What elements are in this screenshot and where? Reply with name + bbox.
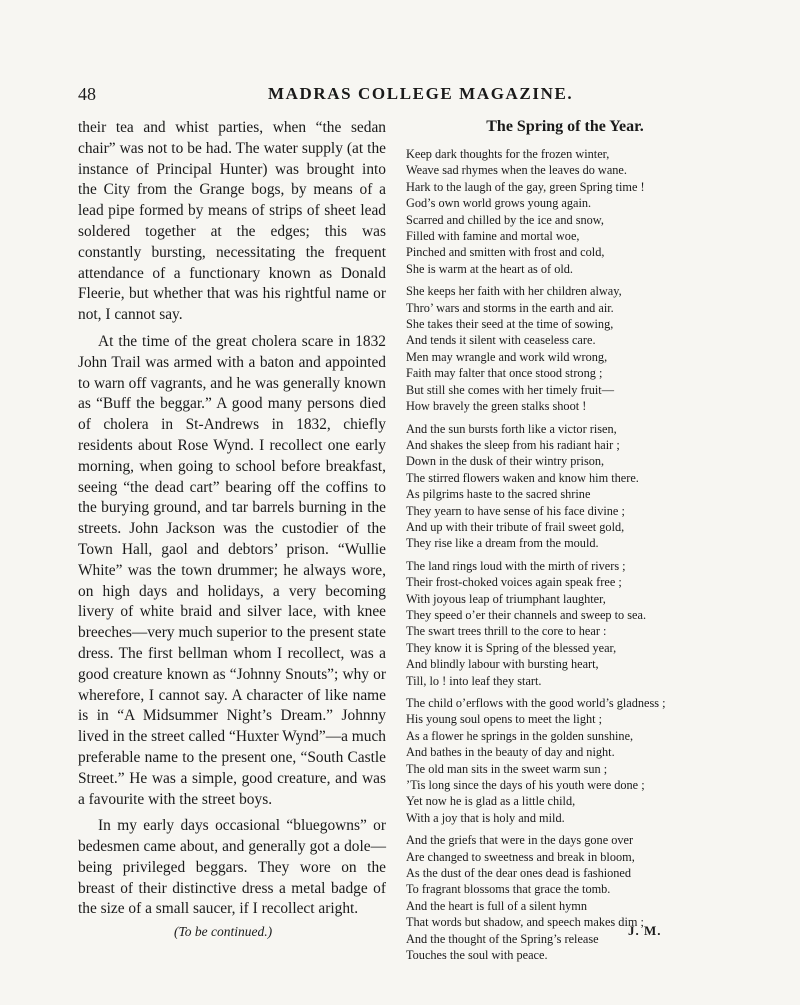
poem-line: She takes their seed at the time of sowing, <box>406 317 614 332</box>
poem-line: To fragrant blossoms that grace the tomb. <box>406 882 611 897</box>
poem-line: ’Tis long since the days of his youth were done ; <box>406 778 645 793</box>
poem-stanza <box>406 146 724 277</box>
poem-line: And blindly labour with bursting heart, <box>406 657 599 672</box>
article-column <box>78 118 386 926</box>
page-number: 48 <box>78 84 96 104</box>
article-paragraph: At the time of the great cholera scare in 1832 John Trail was armed with a baton and appointed to warn off vagrants, and he was generally known as “Buff the beggar.” A good many persons died of cholera in St-Andrews in 1832, chiefly residents about Rose Wynd. I recollect one early morning, when going to school before breakfast, seeing “the dead cart” bearing off the coffins to the burying ground, and tar barrels burning in the streets. John Jackson was the custodier of the Town Hall, gaol and debtors’ prison. “Wullie White” was the town drummer; he always wore, on high days and holidays, a very becoming livery of white braid and silver lace, with knee breeches—very much superior to the present state dress. The first bellman whom I recollect, was a good creature known as “Johnny Snouts”; why or wherefore, I cannot say. A character of like name is in “A Midsummer Night’s Dream.” Johnny lived in the street called “Huxter Wynd”—a much preferable name to the present one, “South Castle Street.” He was a simple, good creature, and was a favourite with the street boys. <box>78 332 386 808</box>
poem-stanza <box>406 832 724 963</box>
poem-stanza <box>406 283 724 414</box>
poem-line: Scarred and chilled by the ice and snow, <box>406 212 604 227</box>
poem-line: And the heart is full of a silent hymn <box>406 898 588 913</box>
poem-line: With a joy that is holy and mild. <box>406 810 565 825</box>
poem-title: The Spring of the Year. <box>486 118 644 135</box>
poem-line: And shakes the sleep from his radiant hair ; <box>406 437 620 452</box>
poem-line: And the thought of the Spring’s release <box>406 931 599 946</box>
poem-line: The land rings loud with the mirth of rivers ; <box>406 558 626 573</box>
poem-line: They yearn to have sense of his face divine ; <box>406 503 625 518</box>
poem-line: They know it is Spring of the blessed year, <box>406 640 617 655</box>
poem-line: Weave sad rhymes when the leaves do wane. <box>406 163 627 178</box>
poem-line: And the sun bursts forth like a victor risen, <box>406 421 617 436</box>
poem-line: Filled with famine and mortal woe, <box>406 229 580 244</box>
poem-stanza <box>406 421 724 552</box>
poem-line: How bravely the green stalks shoot ! <box>406 399 587 414</box>
poem-line: And up with their tribute of frail sweet gold, <box>406 519 625 534</box>
poem-line: And tends it silent with ceaseless care. <box>406 333 596 348</box>
poem-line: Pinched and smitten with frost and cold, <box>406 245 605 260</box>
poem-line: The stirred flowers waken and know him there. <box>406 470 639 485</box>
poem-line: The child o’erflows with the good world’s gladness ; <box>406 696 666 710</box>
poem-line: God’s own world grows young again. <box>406 196 592 211</box>
poem-line: Touches the soul with peace. <box>406 948 548 963</box>
poem-line: They speed o’er their channels and sweep to sea. <box>406 607 647 622</box>
poem-line: She keeps her faith with her children alway, <box>406 284 622 299</box>
poem-line: Thro’ wars and storms in the earth and air. <box>406 300 614 315</box>
poem-line: She is warm at the heart as of old. <box>406 261 573 276</box>
poem-line: And the griefs that were in the days gone over <box>406 833 634 848</box>
poem-line: As a flower he springs in the golden sunshine, <box>406 728 634 743</box>
poem-line: Keep dark thoughts for the frozen winter, <box>406 147 610 161</box>
poem-line: Their frost-choked voices again speak free ; <box>406 575 622 590</box>
running-title: MADRAS COLLEGE MAGAZINE. <box>268 84 574 103</box>
poem-stanza <box>406 558 724 689</box>
poem-author: J. M. <box>628 923 662 938</box>
poem-line: Faith may falter that once stood strong ; <box>406 366 603 381</box>
poem-line: And bathes in the beauty of day and night. <box>406 745 615 760</box>
poem-column <box>406 118 724 970</box>
article-paragraph: their tea and whist parties, when “the sedan chair” was not to be had. The water supply (at the instance of Principal Hunter) was brought into the City from the Grange bogs, by means of a lead pipe formed by means of strips of sheet lead soldered together at the edges; this was constantly bursting, necessitating the frequent attendance of a functionary known as Donald Fleerie, but whether that was his rightful name or not, I cannot say. <box>78 119 386 324</box>
poem-line: Down in the dusk of their wintry prison, <box>406 454 605 469</box>
poem-line: Hark to the laugh of the gay, green Spring time ! <box>406 179 645 194</box>
poem-line: But still she comes with her timely fruit— <box>406 382 614 397</box>
page-header <box>78 84 723 110</box>
poem-line: They rise like a dream from the mould. <box>406 536 599 551</box>
poem-line: Till, lo ! into leaf they start. <box>406 673 542 688</box>
poem-line: Are changed to sweetness and break in bloom, <box>406 849 635 864</box>
continued-note: (To be continued.) <box>174 924 273 939</box>
poem-line: Yet now he is glad as a little child, <box>406 794 576 809</box>
poem-line: As pilgrims haste to the sacred shrine <box>406 487 591 502</box>
article-paragraph: In my early days occasional “bluegowns” or bedesmen came about, and generally got a dole—being privileged beggars. They wore on the breast of their distinctive dress a metal badge of the size of a small saucer, if I recollect aright. <box>78 817 386 918</box>
poem-line: The old man sits in the sweet warm sun ; <box>406 761 608 776</box>
poem-line: Men may wrangle and work wild wrong, <box>406 349 608 364</box>
poem-line: The swart trees thrill to the core to hear : <box>406 624 607 639</box>
poem-line: As the dust of the dear ones dead is fashioned <box>406 866 632 881</box>
poem-line: With joyous leap of triumphant laughter, <box>406 591 606 606</box>
poem-line: That words but shadow, and speech makes dim ; <box>406 915 644 930</box>
poem-stanza <box>406 695 724 826</box>
poem-line: His young soul opens to meet the light ; <box>406 712 603 727</box>
